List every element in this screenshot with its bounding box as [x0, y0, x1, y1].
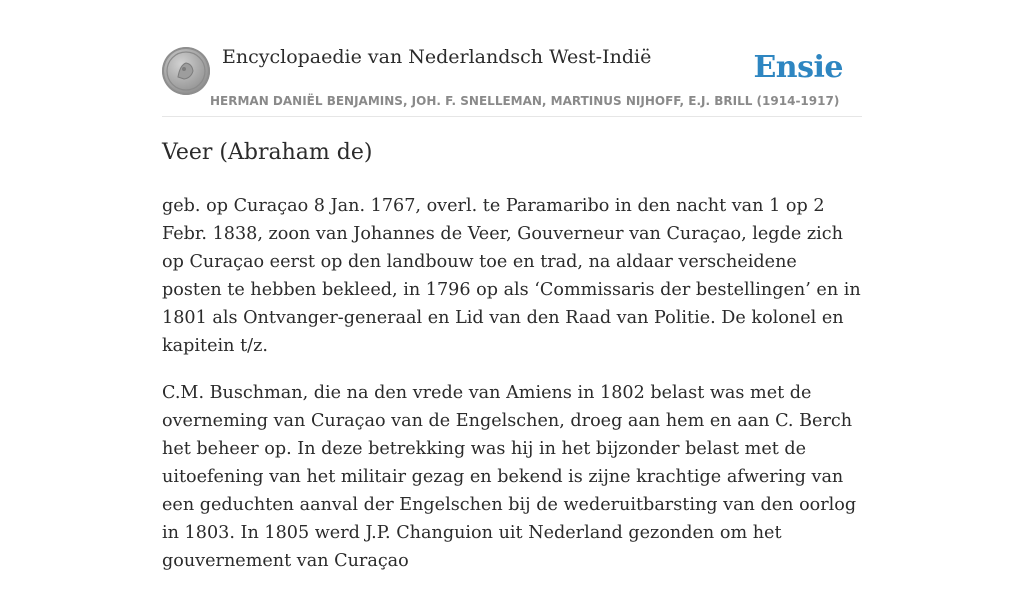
coin-seal-icon[interactable]	[162, 47, 210, 95]
source-title[interactable]: Encyclopaedie van Nederlandsch West-Indië	[222, 46, 652, 68]
entry-title: Veer (Abraham de)	[162, 140, 373, 165]
entry-paragraph: C.M. Buschman, die na den vrede van Amiens in 1802 belast was met de overneming van Curaçao van de Engelschen, droeg aan hem en aan C. Berch het beheer op. In deze betrekking was hij in het bijzonder belast met de uitoefening van het militair gezag en bekend is zijne krachtige afwering van een geduchten aanval der Engelschen bij de wederuitbarsting van den oorlog in 1803. In 1805 werd J.P. Changuion uit Nederland gezonden om het gouvernement van Curaçao	[162, 383, 857, 571]
brand-logo[interactable]: Ensie	[753, 50, 843, 85]
coin-seal-graphic	[162, 47, 210, 95]
source-authors: HERMAN DANIËL BENJAMINS, JOH. F. SNELLEMAN, MARTINUS NIJHOFF, E.J. BRILL (1914-1917)	[210, 94, 840, 108]
source-header	[162, 40, 862, 117]
entry-body	[162, 192, 862, 594]
entry-paragraph: geb. op Curaçao 8 Jan. 1767, overl. te Paramaribo in den nacht van 1 op 2 Febr. 1838, zoon van Johannes de Veer, Gouverneur van Curaçao, legde zich op Curaçao eerst op den landbouw toe en trad, na aldaar verscheidene posten te hebben bekleed, in 1796 op als ‘Commissaris der bestellingen’ en in 1801 als Ontvanger-generaal en Lid van den Raad van Politie. De kolonel en kapitein t/z.	[162, 196, 861, 356]
